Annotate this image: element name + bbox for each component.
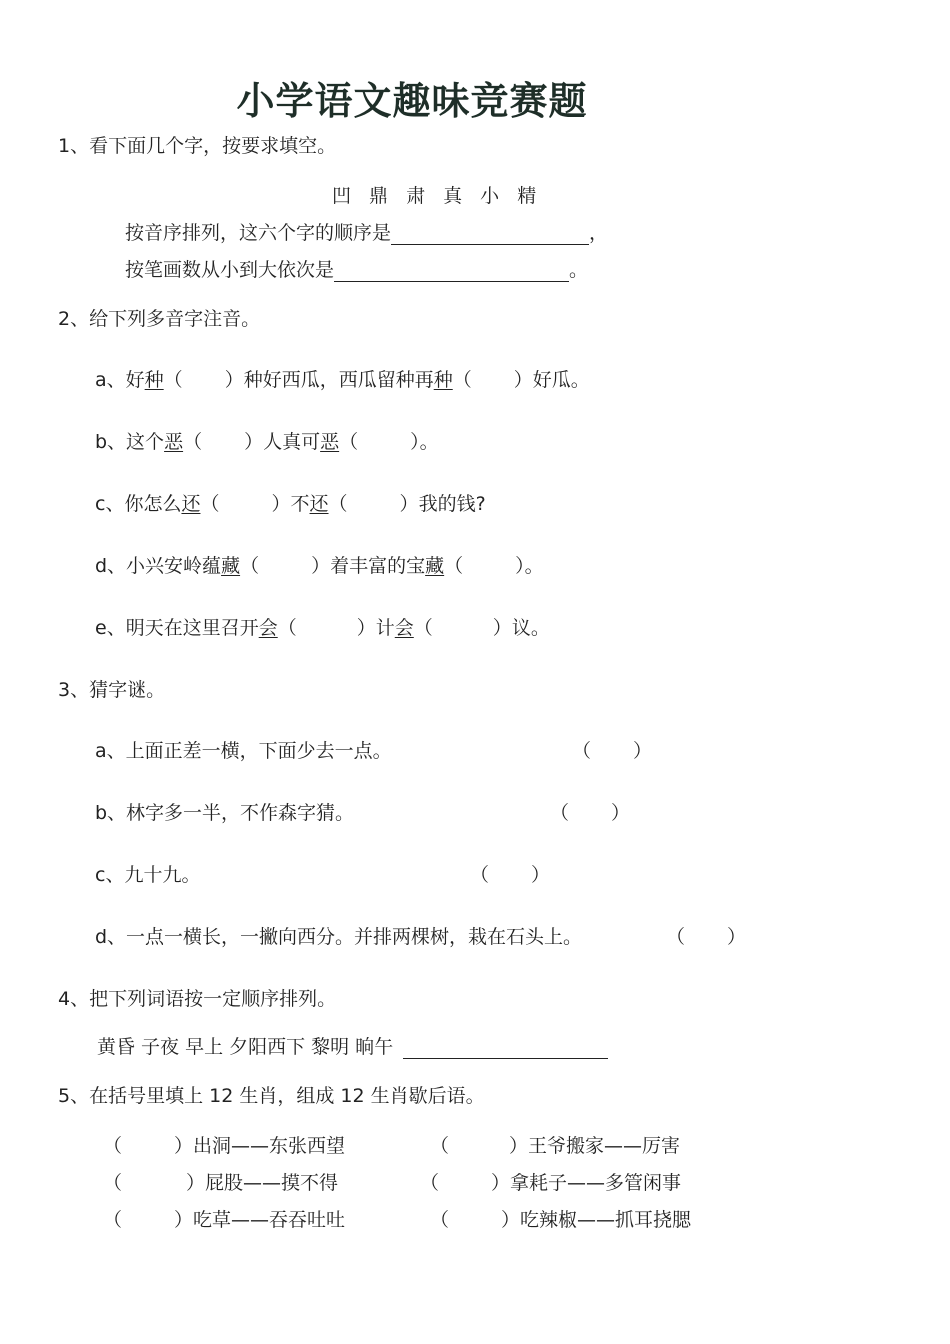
xiehouyu-text: 拿耗子——多管闲事 — [510, 1172, 682, 1194]
paren-open: （ — [420, 1172, 440, 1194]
underlined-char: 种 — [433, 369, 453, 391]
riddle-c-answer — [470, 860, 550, 887]
question-3-heading: 3、猜字谜。 — [58, 679, 166, 701]
paren-open: （ — [666, 926, 686, 948]
underlined-char: 藏 — [221, 555, 241, 577]
item-text: 不 — [290, 493, 310, 515]
paren-open: （ — [339, 431, 359, 453]
item-text: 好瓜。 — [532, 369, 590, 391]
xiehouyu-text: 王爷搬家——厉害 — [528, 1135, 681, 1157]
paren-open: （ — [572, 740, 592, 762]
paren-open: （ — [103, 1172, 123, 1194]
underlined-char: 恶 — [320, 431, 340, 453]
answer-blank-2[interactable] — [334, 259, 569, 282]
question-1-line-2 — [125, 255, 588, 282]
paren-open: （ — [328, 493, 348, 515]
question-4-heading: 4、把下列词语按一定顺序排列。 — [58, 988, 337, 1010]
xiehouyu-text: 出洞——东张西望 — [193, 1135, 346, 1157]
line-1-punct: ， — [589, 222, 609, 244]
item-text: 着丰富的宝 — [330, 555, 426, 577]
item-text: 。 — [419, 431, 439, 453]
question-1-line-1 — [125, 218, 608, 245]
question-2-item-a — [95, 365, 590, 392]
underlined-char: 种 — [144, 369, 164, 391]
xiehouyu-row-3-right — [430, 1205, 691, 1232]
item-text: b、这个 — [95, 431, 165, 453]
line-2-label: 按笔画数从小到大依次是 — [125, 259, 335, 281]
page-title: 小学语文趣味竞赛题 — [236, 78, 588, 123]
question-2-item-c — [95, 489, 486, 516]
underlined-char: 藏 — [425, 555, 445, 577]
underlined-char: 还 — [181, 493, 201, 515]
question-2-item-b — [95, 427, 439, 454]
paren-close: ） — [244, 431, 264, 453]
line-2-punct: 。 — [569, 259, 589, 281]
paren-close: ） — [410, 431, 420, 453]
riddle-b-answer — [550, 798, 630, 825]
paren-close: ） — [271, 493, 291, 515]
paren-close: ） — [174, 1135, 194, 1157]
paren-open: （ — [413, 617, 433, 639]
riddle-a-answer — [572, 736, 652, 763]
xiehouyu-text: 吃辣椒——抓耳挠腮 — [520, 1209, 692, 1231]
paren-open: （ — [183, 431, 203, 453]
underlined-char: 会 — [258, 617, 278, 639]
paren-close: ） — [356, 617, 376, 639]
item-text: 我的钱? — [418, 493, 486, 515]
paren-close: ） — [492, 617, 512, 639]
paren-close: ） — [174, 1209, 194, 1231]
paren-close: ） — [501, 1209, 521, 1231]
question-1-characters: 凹 鼎 肃 真 小 精 — [332, 185, 543, 207]
paren-close: ） — [513, 369, 533, 391]
item-text: 种好西瓜，西瓜留种再 — [243, 369, 434, 391]
paren-close: ） — [611, 802, 631, 824]
line-1-label: 按音序排列，这六个字的顺序是 — [125, 222, 392, 244]
xiehouyu-row-2-left — [103, 1168, 338, 1195]
underlined-char: 恶 — [164, 431, 184, 453]
xiehouyu-text: 吃草——吞吞吐吐 — [193, 1209, 346, 1231]
paren-close: ） — [399, 493, 419, 515]
riddle-a-text: a、上面正差一横，下面少去一点。 — [95, 740, 392, 762]
paren-close: ） — [727, 926, 747, 948]
paren-open: （ — [103, 1209, 123, 1231]
question-5-heading: 5、在括号里填上 12 生肖，组成 12 生肖歇后语。 — [58, 1085, 485, 1107]
paren-open: （ — [163, 369, 183, 391]
item-text: 。 — [524, 555, 544, 577]
riddle-d-answer — [666, 922, 746, 949]
paren-close: ） — [224, 369, 244, 391]
item-text: 人真可 — [263, 431, 321, 453]
xiehouyu-row-2-right — [420, 1168, 681, 1195]
underlined-char: 会 — [394, 617, 414, 639]
word-list: 黄昏 子夜 早上 夕阳西下 黎明 晌午 — [97, 1036, 394, 1058]
paren-open: （ — [240, 555, 260, 577]
paren-close: ） — [186, 1172, 206, 1194]
paren-close: ） — [509, 1135, 529, 1157]
item-text: 议。 — [511, 617, 550, 639]
paren-open: （ — [430, 1209, 450, 1231]
item-text: e、明天在这里召开 — [95, 617, 259, 639]
underlined-char: 还 — [309, 493, 329, 515]
xiehouyu-text: 屁股——摸不得 — [205, 1172, 339, 1194]
item-text: a、好 — [95, 369, 145, 391]
riddle-d-text: d、一点一横长，一撇向西分。并排两棵树，栽在石头上。 — [95, 926, 583, 948]
item-text: c、你怎么 — [95, 493, 182, 515]
answer-blank-3[interactable] — [403, 1036, 608, 1059]
paren-close: ） — [515, 555, 525, 577]
paren-open: （ — [200, 493, 220, 515]
xiehouyu-row-1-right — [430, 1131, 680, 1158]
xiehouyu-row-3-left — [103, 1205, 345, 1232]
riddle-b-text: b、林字多一半，不作森字猜。 — [95, 802, 355, 824]
answer-blank-1[interactable] — [391, 222, 589, 245]
xiehouyu-row-1-left — [103, 1131, 345, 1158]
item-text: d、小兴安岭蕴 — [95, 555, 222, 577]
item-text: 计 — [375, 617, 395, 639]
paren-open: （ — [452, 369, 472, 391]
paren-close: ） — [531, 864, 551, 886]
paren-close: ） — [311, 555, 331, 577]
paren-close: ） — [633, 740, 653, 762]
paren-open: （ — [277, 617, 297, 639]
paren-open: （ — [444, 555, 464, 577]
question-2-heading: 2、给下列多音字注音。 — [58, 308, 261, 330]
question-2-item-d — [95, 551, 544, 578]
paren-open: （ — [470, 864, 490, 886]
paren-close: ） — [491, 1172, 511, 1194]
paren-open: （ — [550, 802, 570, 824]
paren-open: （ — [103, 1135, 123, 1157]
question-1-heading: 1、看下面几个字，按要求填空。 — [58, 135, 337, 157]
riddle-c-text: c、九十九。 — [95, 864, 201, 886]
paren-open: （ — [430, 1135, 450, 1157]
question-4-words — [97, 1032, 608, 1059]
question-2-item-e — [95, 613, 550, 640]
